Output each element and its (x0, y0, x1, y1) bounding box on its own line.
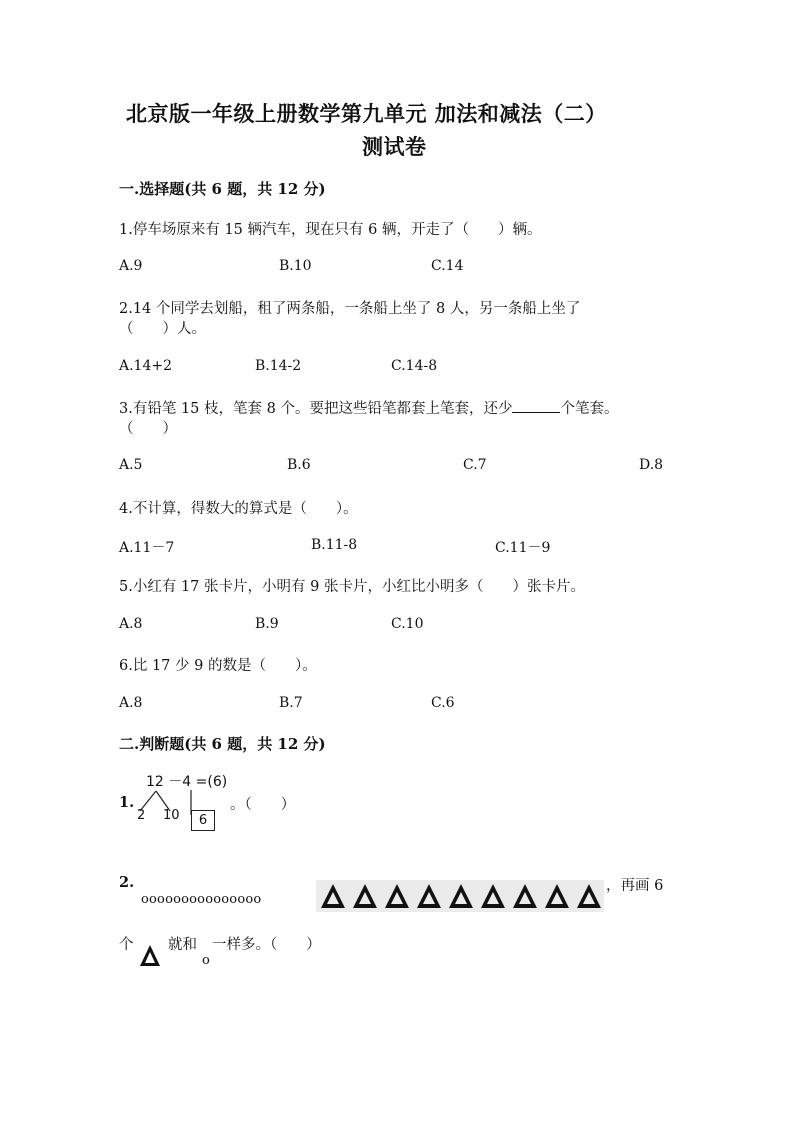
triangle-icon (480, 883, 506, 909)
q4-option-c: C.11－9 (495, 540, 551, 556)
page-title: 北京版一年级上册数学第九单元 加法和减法（二） (126, 101, 607, 126)
triangle-icon (384, 883, 410, 909)
question-2-text-line2: （ ）人。 (119, 321, 206, 337)
judge-2-line2-b: 就和 (168, 937, 197, 953)
question-3-text-line1 (119, 397, 618, 418)
judge-2-text-after: ，再画 6 (606, 878, 664, 894)
q3-option-a: A.5 (119, 457, 143, 473)
split-right-number: 10 (163, 808, 180, 823)
q4-option-a: A.11－7 (119, 540, 175, 556)
q1-option-b: B.10 (279, 258, 312, 274)
q2-option-c: C.14-8 (391, 358, 438, 374)
split-equation: 12 －4 =(6) (146, 774, 228, 790)
boxed-answer: 6 (191, 810, 215, 831)
judge-1-number: 1. (119, 794, 135, 811)
split-left-number: 2 (137, 808, 146, 823)
q6-option-a: A.8 (119, 695, 143, 711)
question-1-text: 1.停车场原来有 15 辆汽车，现在只有 6 辆，开走了（ ）辆。 (119, 222, 542, 238)
q5-option-b: B.9 (255, 616, 279, 632)
judge-2-line2-a: 个 (119, 937, 134, 953)
q2-option-a: A.14+2 (119, 358, 173, 374)
question-6-text: 6.比 17 少 9 的数是（ ）。 (119, 658, 317, 674)
section-heading-judgement: 二.判断题(共 6 题，共 12 分) (119, 735, 326, 753)
question-3-text-line2: （ ） (119, 421, 177, 437)
triangle-row (316, 880, 604, 912)
judge-1-tail: 。（ ） (230, 797, 296, 813)
q2-option-b: B.14-2 (255, 358, 302, 374)
section-heading-choice: 一.选择题(共 6 题，共 12 分) (119, 180, 326, 198)
q5-option-c: C.10 (391, 616, 424, 632)
q4-option-b: B.11-8 (311, 537, 358, 553)
page-subtitle: 测试卷 (362, 134, 427, 159)
triangle-icon (576, 883, 602, 909)
question-4-text: 4.不计算，得数大的算式是（ ）。 (119, 501, 358, 517)
q1-option-c: C.14 (431, 258, 464, 274)
q5-option-a: A.8 (119, 616, 143, 632)
triangle-icon (320, 883, 346, 909)
triangle-icon (544, 883, 570, 909)
triangle-icon (416, 883, 442, 909)
q6-option-c: C.6 (431, 695, 455, 711)
q3-option-d: D.8 (639, 457, 664, 473)
triangle-icon (448, 883, 474, 909)
question-5-text: 5.小红有 17 张卡片，小明有 9 张卡片，小红比小明多（ ）张卡片。 (119, 579, 585, 595)
triangle-icon (512, 883, 538, 909)
question-3-text-b: 个笔套。 (560, 401, 619, 417)
triangle-icon (352, 883, 378, 909)
judge-2-line2-c: 一样多。（ ） (212, 937, 321, 953)
q1-option-a: A.9 (119, 258, 143, 274)
question-3-text-a: 3.有铅笔 15 枝，笔套 8 个。要把这些铅笔都套上笔套，还少 (119, 401, 513, 417)
question-2-text-line1: 2.14 个同学去划船，租了两条船，一条船上坐了 8 人，另一条船上坐了 (119, 301, 581, 317)
q3-option-b: B.6 (287, 457, 311, 473)
answer-blank-line (512, 398, 560, 413)
circle-dots-row: ooooooooooooooo (141, 892, 262, 907)
small-circle-dot: o (202, 953, 210, 968)
q3-option-c: C.7 (463, 457, 487, 473)
judge-2-number: 2. (119, 874, 135, 891)
q6-option-b: B.7 (279, 695, 303, 711)
triangle-icon (138, 943, 162, 969)
